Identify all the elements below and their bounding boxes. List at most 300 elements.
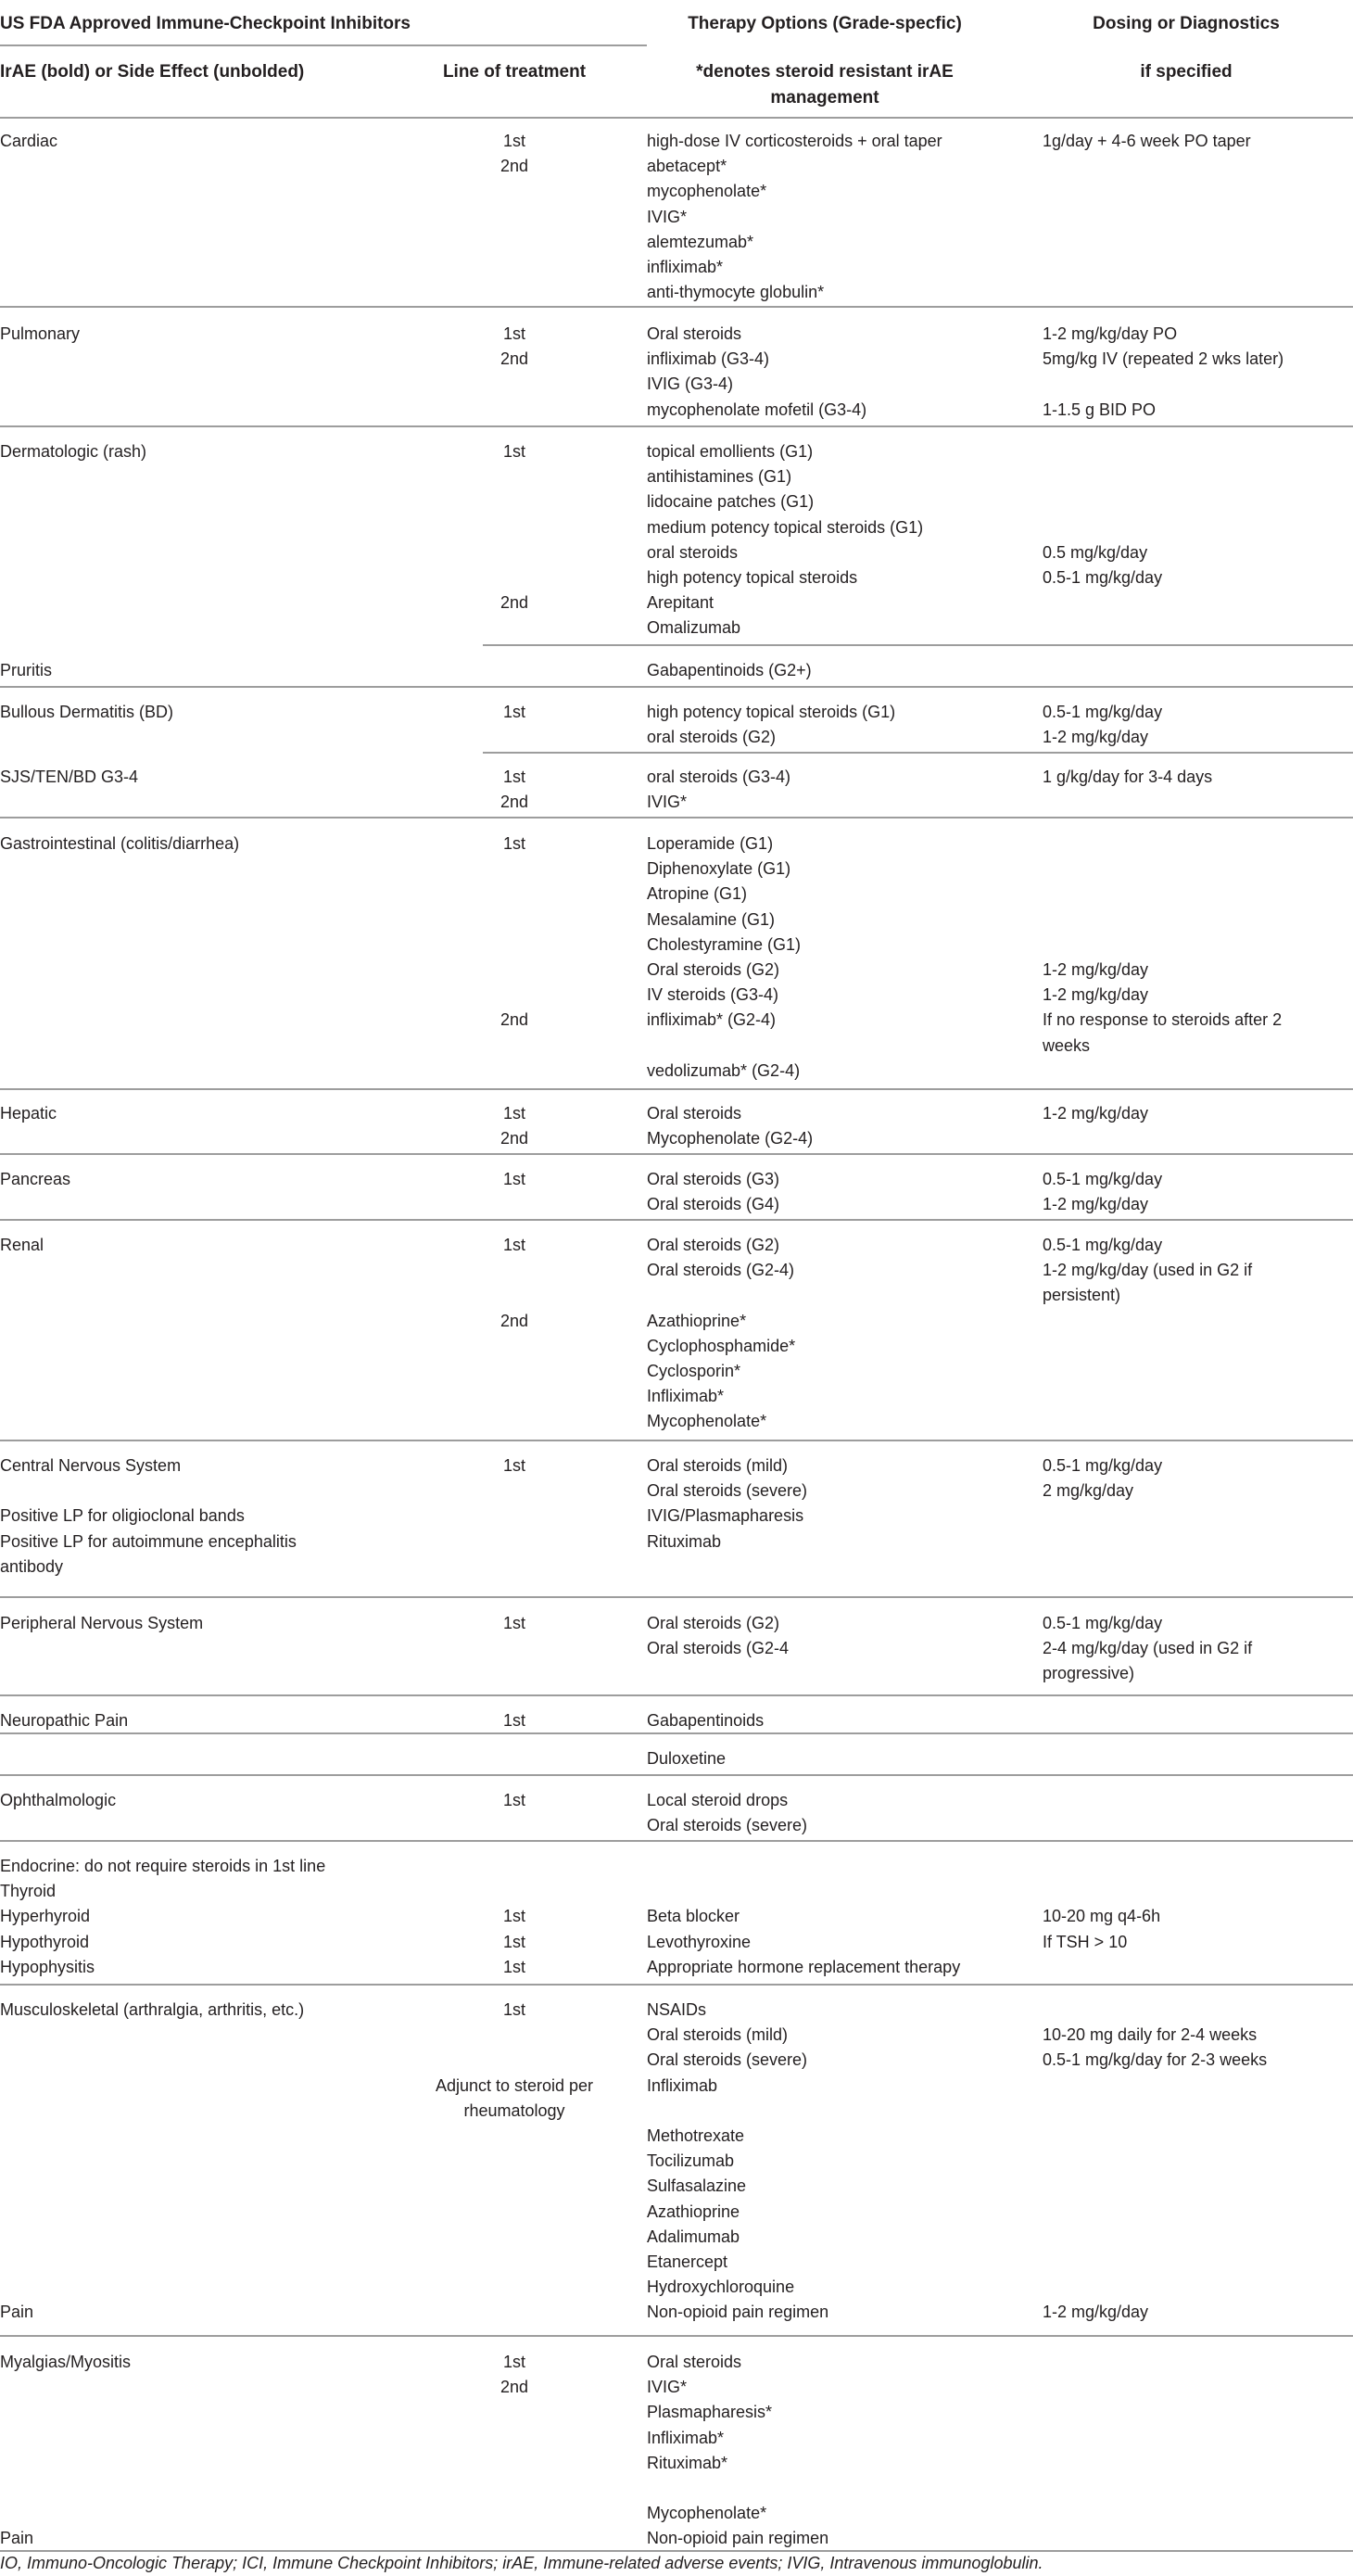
cell-line: Gastrointestinal (colitis/diarrhea) — [0, 834, 240, 853]
cell-col-a — [0, 1453, 389, 1580]
row-divider — [0, 1440, 1353, 1441]
cell-line: 0.5-1 mg/kg/day — [1043, 1170, 1163, 1188]
cell-line: Peripheral Nervous System — [0, 1614, 204, 1632]
row-divider — [0, 306, 1353, 308]
cell-col-b — [398, 700, 630, 725]
cell-col-a — [0, 322, 389, 347]
cell-col-a — [0, 439, 389, 464]
cell-line: anti-thymocyte globulin* — [647, 283, 825, 302]
row-divider-partial — [483, 752, 1353, 754]
cell-line: 1-2 mg/kg/day — [1043, 2303, 1149, 2322]
cell-line — [1043, 907, 1353, 933]
cell-line: Local steroid drops — [647, 1791, 789, 1809]
cell-line: 1-2 mg/kg/day — [1043, 985, 1149, 1005]
header-rule — [0, 117, 1353, 119]
cell-col-c — [647, 1611, 1018, 1661]
cell-line — [647, 1283, 1018, 1308]
col-header-line: Line of treatment — [442, 62, 587, 82]
cell-line — [398, 2048, 630, 2073]
col-header-dosing-line2: if specified — [1140, 62, 1233, 82]
cell-line — [1043, 1854, 1353, 1879]
col-header-dosing — [1019, 11, 1353, 85]
cell-line: Azathioprine* — [647, 1311, 747, 1330]
cell-line: oral steroids — [647, 542, 739, 562]
cell-line — [647, 1879, 1018, 1904]
row-divider — [0, 1984, 1353, 1986]
cell-line — [1043, 489, 1353, 514]
cell-col-d — [1043, 1854, 1353, 1955]
cell-col-a-sublabel — [0, 2526, 389, 2551]
cell-line: vedolizumab* (G2-4) — [647, 1060, 801, 1080]
cell-line — [398, 907, 630, 933]
cell-line: abetacept* — [647, 157, 727, 176]
cell-line: 1st — [502, 1711, 525, 1730]
cell-line: 1 g/kg/day for 3-4 days — [1043, 768, 1213, 786]
cell-line: 2 mg/kg/day — [1043, 1481, 1134, 1501]
cell-line: Oral steroids (G2) — [647, 959, 780, 979]
cell-line — [647, 2099, 1018, 2124]
cell-line: Infliximab* — [647, 2428, 725, 2447]
cell-col-d — [1043, 831, 1353, 1059]
cell-col-a — [0, 1167, 389, 1192]
cell-col-d — [1043, 439, 1353, 590]
cell-line: Mycophenolate* — [647, 1412, 767, 1431]
cell-col-c — [647, 322, 1018, 423]
cell-line — [1043, 2225, 1353, 2250]
cell-col-d — [1043, 1233, 1353, 1309]
cell-col-b — [398, 439, 630, 615]
cell-line — [1043, 933, 1353, 958]
cell-line: 2nd — [499, 157, 529, 176]
cell-line: oral steroids (G3-4) — [647, 768, 791, 786]
cell-line: 2-4 mg/kg/day (used in G2 if — [1043, 1639, 1253, 1658]
cell-line: Oral steroids (G2) — [647, 1236, 780, 1254]
cell-col-c — [647, 1998, 1018, 2325]
cell-line: Pain — [0, 2529, 34, 2548]
row-divider — [0, 1840, 1353, 1842]
cell-line: Hypophysitis — [0, 1957, 95, 1976]
cell-col-c — [647, 1167, 1018, 1217]
cell-line: Infliximab* — [647, 1387, 725, 1406]
cell-line: Bullous Dermatitis (BD) — [0, 703, 174, 721]
cell-line — [1043, 2174, 1353, 2199]
cell-col-d — [1043, 765, 1353, 790]
col-header-therapy-line1: Therapy Options (Grade-specfic) — [688, 14, 962, 33]
row-divider — [0, 817, 1353, 818]
cell-col-c — [647, 1101, 1018, 1151]
cell-line: mycophenolate* — [647, 182, 767, 201]
cell-line: Hydroxychloroquine — [647, 2278, 795, 2297]
cell-line: Oral steroids — [647, 324, 742, 343]
cell-line — [1043, 372, 1353, 397]
cell-line: 1-2 mg/kg/day — [1043, 1104, 1149, 1123]
cell-line: Neuropathic Pain — [0, 1711, 129, 1730]
cell-line: 1st — [502, 834, 525, 853]
cell-col-a — [0, 1233, 389, 1258]
cell-line: infliximab (G3-4) — [647, 349, 770, 369]
cell-line: Ophthalmologic — [0, 1791, 117, 1809]
cell-line: Positive LP for autoimmune encephalitis — [0, 1531, 297, 1551]
cell-col-b — [398, 2350, 630, 2400]
cell-line: lidocaine patches (G1) — [647, 492, 815, 512]
cell-line: IVIG/Plasmapharesis — [647, 1506, 804, 1526]
cell-line — [398, 857, 630, 882]
cell-line: Beta blocker — [647, 1907, 740, 1926]
cell-line: Gabapentinoids — [647, 1711, 765, 1730]
cell-line: Oral steroids — [647, 1104, 742, 1123]
cell-col-a — [0, 658, 389, 683]
cell-line: Pancreas — [0, 1170, 71, 1188]
cell-line: 0.5-1 mg/kg/day — [1043, 703, 1163, 721]
title-underline — [0, 44, 647, 46]
cell-line — [647, 2476, 1018, 2501]
cell-line — [398, 882, 630, 907]
cell-col-d — [1043, 129, 1353, 154]
cell-col-c — [647, 1708, 1018, 1733]
cell-col-d — [1043, 1611, 1353, 1687]
cell-line: Oral steroids (severe) — [647, 1481, 808, 1501]
cell-line: 1st — [502, 1614, 525, 1632]
row-divider — [0, 2335, 1353, 2337]
cell-line: Methotrexate — [647, 2126, 745, 2145]
cell-line: persistent) — [1043, 1286, 1121, 1305]
cell-line: Plasmapharesis* — [647, 2403, 773, 2422]
row-divider — [0, 686, 1353, 688]
cell-line — [398, 933, 630, 958]
cell-col-b — [398, 1101, 630, 1151]
cell-col-c — [647, 658, 1018, 683]
cell-line: 1-2 mg/kg/day PO — [1043, 324, 1178, 343]
cell-line: infliximab* — [647, 257, 724, 276]
cell-line: Pulmonary — [0, 324, 81, 343]
cell-col-d — [1043, 1101, 1353, 1126]
cell-line — [398, 1879, 630, 1904]
cell-line: Oral steroids (G4) — [647, 1195, 780, 1214]
cell-col-b — [398, 765, 630, 815]
cell-line: IVIG* — [647, 793, 688, 812]
cell-line: Azathioprine — [647, 2202, 740, 2221]
cell-line: Positive LP for oligioclonal bands — [0, 1506, 245, 1526]
cell-line: 0.5 mg/kg/day — [1043, 542, 1148, 562]
cell-line: Cyclophosphamide* — [647, 1336, 796, 1355]
cell-line — [398, 983, 630, 1008]
cell-col-a-sublabel — [0, 2300, 389, 2325]
cell-line: 1st — [502, 703, 525, 721]
cell-line: 1st — [502, 1236, 525, 1254]
row-divider — [0, 1694, 1353, 1696]
cell-line — [398, 565, 630, 590]
cell-col-b — [398, 1998, 630, 2124]
cell-line: Sulfasalazine — [647, 2176, 747, 2196]
cell-line: Duloxetine — [647, 1749, 727, 1768]
cell-col-a — [0, 1101, 389, 1126]
cell-line: infliximab* (G2-4) — [647, 1010, 777, 1030]
cell-line: Arepitant — [647, 593, 714, 613]
cell-line: alemtezumab* — [647, 232, 754, 251]
cell-line: 1st — [502, 2000, 525, 2019]
row-divider — [0, 1774, 1353, 1776]
cell-line: IVIG* — [647, 2378, 688, 2397]
cell-col-c — [647, 765, 1018, 815]
cell-line: 5mg/kg IV (repeated 2 wks later) — [1043, 349, 1284, 369]
cell-col-c — [647, 129, 1018, 305]
cell-line: 0.5-1 mg/kg/day for 2-3 weeks — [1043, 2050, 1268, 2070]
row-divider-partial — [483, 644, 1353, 646]
cell-line: 0.5-1 mg/kg/day — [1043, 1236, 1163, 1254]
cell-line: 1-1.5 g BID PO — [1043, 400, 1157, 419]
cell-line: Infliximab — [647, 2075, 718, 2095]
cell-col-c — [647, 2350, 1018, 2552]
cell-line: medium potency topical steroids (G1) — [647, 517, 924, 537]
cell-line: Endocrine: do not require steroids in 1st line — [0, 1857, 326, 1875]
table-title: US FDA Approved Immune-Checkpoint Inhibitors — [0, 14, 411, 33]
cell-col-b — [398, 1788, 630, 1813]
cell-line: 1st — [502, 1957, 525, 1976]
cell-col-b — [398, 1167, 630, 1192]
cell-col-d — [1043, 1998, 1353, 2325]
cell-line: Mesalamine (G1) — [647, 909, 776, 929]
cell-line: Mycophenolate* — [647, 2504, 767, 2523]
cell-line: 2nd — [499, 349, 529, 369]
cell-col-a — [0, 1708, 389, 1733]
cell-col-b — [398, 129, 630, 179]
cell-line: Thyroid — [0, 1882, 57, 1901]
cell-line: Oral steroids (G3) — [647, 1170, 780, 1188]
cell-line: 1st — [502, 1456, 525, 1475]
cell-line: 1st — [502, 324, 525, 343]
cell-col-a — [0, 1611, 389, 1636]
row-divider — [0, 1732, 1353, 1734]
cell-line: Cyclosporin* — [647, 1361, 741, 1380]
cell-line: Hyperhyroid — [0, 1907, 91, 1926]
cell-line: Levothyroxine — [647, 1932, 752, 1951]
cell-line — [1043, 2149, 1353, 2174]
row-divider — [0, 1219, 1353, 1221]
cell-col-b — [398, 1611, 630, 1636]
cell-line: topical emollients (G1) — [647, 442, 814, 461]
cell-line: progressive) — [1043, 1664, 1135, 1683]
cell-line — [1043, 831, 1353, 857]
cell-line: Renal — [0, 1236, 44, 1254]
row-divider — [0, 1596, 1353, 1598]
cell-line: antihistamines (G1) — [647, 467, 792, 487]
cell-line: 1-2 mg/kg/day — [1043, 959, 1149, 979]
cell-col-a — [0, 1854, 389, 1980]
cell-line: Oral steroids (mild) — [647, 2025, 789, 2045]
cell-line: 1st — [502, 1907, 525, 1926]
cell-col-d — [1043, 1453, 1353, 1504]
cell-line: Oral steroids (severe) — [647, 1816, 808, 1835]
cell-col-a — [0, 2350, 389, 2375]
cell-col-b — [398, 831, 630, 1034]
cell-line: Adjunct to steroid per — [435, 2075, 594, 2095]
cell-line: weeks — [1043, 1035, 1091, 1055]
cell-line: IVIG (G3-4) — [647, 374, 734, 394]
cell-line: mycophenolate mofetil (G3-4) — [647, 400, 867, 419]
col-header-irae: IrAE (bold) or Side Effect (unbolded) — [0, 62, 305, 82]
cell-line: Cardiac — [0, 132, 58, 150]
cell-line — [1043, 882, 1353, 907]
cell-col-b — [398, 1854, 630, 1980]
cell-line: 1st — [502, 1932, 525, 1951]
cell-line: Hepatic — [0, 1104, 57, 1123]
cell-line — [1043, 2074, 1353, 2099]
cell-line: 10-20 mg daily for 2-4 weeks — [1043, 2025, 1258, 2045]
cell-line: 1-2 mg/kg/day — [1043, 728, 1149, 747]
cell-line — [398, 1283, 630, 1308]
cell-line — [398, 464, 630, 489]
cell-line: Oral steroids (mild) — [647, 1456, 789, 1475]
cell-line: Atropine (G1) — [647, 884, 748, 904]
row-divider — [0, 425, 1353, 427]
cell-col-b — [398, 1453, 630, 1478]
cell-line: high-dose IV corticosteroids + oral taper — [647, 132, 942, 150]
cell-line: Oral steroids (G2-4 — [647, 1639, 790, 1658]
cell-line: IVIG* — [647, 207, 688, 226]
cell-line — [647, 1034, 1018, 1059]
cell-line — [1043, 2275, 1353, 2300]
cell-col-b — [398, 1233, 630, 1334]
cell-line: Pruritis — [0, 661, 53, 679]
cell-line — [1043, 1879, 1353, 1904]
cell-line: 1st — [502, 442, 525, 461]
cell-col-c — [647, 831, 1018, 1084]
cell-line: Pain — [0, 2303, 34, 2322]
cell-line: Etanercept — [647, 2252, 728, 2271]
cell-line — [398, 489, 630, 514]
cell-line: 1g/day + 4-6 week PO taper — [1043, 132, 1251, 150]
cell-line: Appropriate hormone replacement therapy — [647, 1957, 961, 1976]
col-header-dosing-line1: Dosing or Diagnostics — [1093, 14, 1280, 33]
cell-line: If no response to steroids after 2 — [1043, 1010, 1283, 1030]
cell-line — [1043, 515, 1353, 540]
cell-line: Oral steroids (G2) — [647, 1614, 780, 1632]
cell-line: Oral steroids (G2-4) — [647, 1261, 795, 1280]
row-divider — [0, 1153, 1353, 1155]
cell-line: Rituximab — [647, 1531, 722, 1551]
cell-line: Musculoskeletal (arthralgia, arthritis, etc.) — [0, 2000, 305, 2019]
cell-line: 1-2 mg/kg/day (used in G2 if — [1043, 1261, 1253, 1280]
cell-line — [1043, 2250, 1353, 2275]
cell-line: Non-opioid pain regimen — [647, 2303, 829, 2322]
cell-line: SJS/TEN/BD G3-4 — [0, 768, 139, 786]
cell-line: 1st — [502, 1791, 525, 1809]
cell-line: IV steroids (G3-4) — [647, 985, 779, 1005]
cell-line: rheumatology — [463, 2100, 565, 2120]
cell-line: Hypothyroid — [0, 1932, 90, 1951]
cell-line: 2nd — [499, 1311, 529, 1330]
footnote: IO, Immuno-Oncologic Therapy; ICI, Immune Checkpoint Inhibitors; irAE, Immune-related adverse events; IVIG, Intravenous immunoglobulin. — [0, 2554, 1043, 2572]
cell-line — [398, 2023, 630, 2048]
cell-line: Dermatologic (rash) — [0, 442, 147, 461]
cell-line: Cholestyramine (G1) — [647, 934, 802, 954]
cell-line: 2nd — [499, 1129, 529, 1148]
cell-line: 0.5-1 mg/kg/day — [1043, 1456, 1163, 1475]
cell-line: 0.5-1 mg/kg/day — [1043, 567, 1163, 587]
cell-col-d — [1043, 1167, 1353, 1217]
cell-line: 1st — [502, 2353, 525, 2371]
cell-line: 1st — [502, 132, 525, 150]
cell-line: 1st — [502, 1104, 525, 1123]
cell-line: Tocilizumab — [647, 2151, 735, 2171]
cell-line: Central Nervous System — [0, 1456, 182, 1475]
cell-line: high potency topical steroids (G1) — [647, 703, 896, 721]
cell-col-c — [647, 1788, 1018, 1838]
cell-line: high potency topical steroids — [647, 567, 858, 587]
cell-line: If TSH > 10 — [1043, 1932, 1128, 1951]
cell-line: 2nd — [499, 793, 529, 812]
cell-col-a — [0, 831, 389, 857]
cell-col-c — [647, 1453, 1018, 1554]
cell-line: 2nd — [499, 593, 529, 613]
cell-line — [1043, 2124, 1353, 2149]
cell-line: Oral steroids — [647, 2353, 742, 2371]
cell-line: 1st — [502, 1170, 525, 1188]
cell-line — [1043, 857, 1353, 882]
cell-line: 10-20 mg q4-6h — [1043, 1907, 1161, 1926]
cell-col-a — [0, 1998, 389, 2023]
cell-line — [647, 1854, 1018, 1879]
cell-line: Myalgias/Myositis — [0, 2353, 132, 2371]
cell-line — [1043, 2099, 1353, 2124]
cell-line: oral steroids (G2) — [647, 728, 777, 747]
cell-line — [1043, 439, 1353, 464]
cell-line: 1st — [502, 768, 525, 786]
cell-col-c — [647, 700, 1018, 750]
row-divider — [0, 1088, 1353, 1090]
cell-line: Mycophenolate (G2-4) — [647, 1129, 814, 1148]
cell-line: Non-opioid pain regimen — [647, 2529, 829, 2548]
cell-line: 2nd — [499, 2378, 529, 2397]
cell-line — [1043, 2200, 1353, 2225]
cell-col-a — [0, 129, 389, 154]
cell-line: 1-2 mg/kg/day — [1043, 1195, 1149, 1214]
cell-line: 2nd — [499, 1010, 529, 1030]
cell-col-d — [1043, 700, 1353, 750]
cell-line: 0.5-1 mg/kg/day — [1043, 1614, 1163, 1632]
cell-col-c — [647, 1746, 1018, 1771]
cell-line: Gabapentinoids (G2+) — [647, 661, 812, 679]
cell-col-b — [398, 322, 630, 372]
cell-col-c — [647, 1854, 1018, 1980]
cell-line — [1043, 464, 1353, 489]
cell-col-c — [647, 1233, 1018, 1435]
cell-line — [0, 1478, 389, 1504]
cell-line — [398, 1258, 630, 1283]
cell-col-a — [0, 700, 389, 725]
col-header-therapy — [639, 11, 1010, 111]
cell-line: Adalimumab — [647, 2227, 740, 2246]
cell-line: Diphenoxylate (G1) — [647, 859, 791, 879]
cell-line — [398, 540, 630, 565]
cell-line: NSAIDs — [647, 2000, 707, 2019]
cell-line — [1043, 1998, 1353, 2023]
cell-col-d — [1043, 322, 1353, 423]
cell-col-a — [0, 765, 389, 790]
cell-line: Oral steroids (severe) — [647, 2050, 808, 2070]
cell-line: Rituximab* — [647, 2453, 728, 2472]
cell-line — [398, 1854, 630, 1879]
cell-line — [398, 958, 630, 983]
col-header-therapy-line2: *denotes steroid resistant irAE management — [696, 62, 954, 108]
cell-line — [398, 515, 630, 540]
cell-line: Omalizumab — [647, 618, 741, 638]
cell-line: Loperamide (G1) — [647, 834, 774, 853]
cell-col-c — [647, 439, 1018, 641]
cell-col-a — [0, 1788, 389, 1813]
cell-col-b — [398, 1708, 630, 1733]
cell-line: antibody — [0, 1556, 64, 1576]
